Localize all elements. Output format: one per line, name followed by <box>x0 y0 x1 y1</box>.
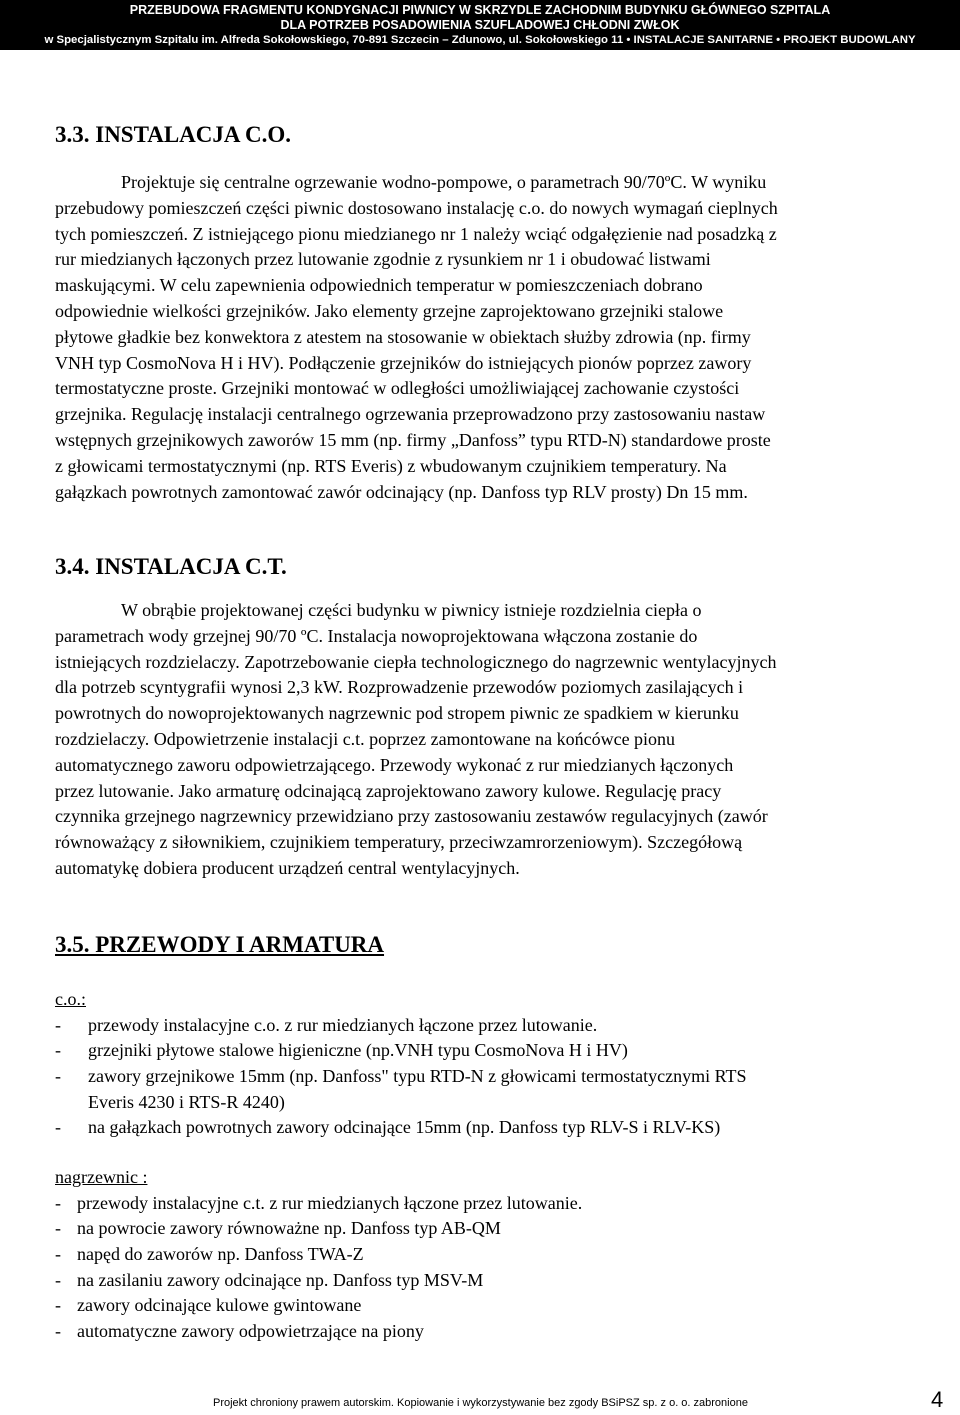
paragraph-line: powrotnych do nowoprojektowanych nagrzewnic pod stropem piwnic ze spadkiem w kierunku <box>55 703 739 724</box>
list-item-text: na powrocie zawory równoważne np. Danfoss typ AB-QM <box>77 1218 501 1239</box>
list-item-text: automatyczne zawory odpowietrzające na piony <box>77 1321 424 1342</box>
list-dash: - <box>55 1117 61 1138</box>
paragraph-line: W obrąbie projektowanej części budynku w piwnicy istnieje rozdzielnia ciepła o <box>121 600 702 620</box>
list-dash: - <box>55 1066 61 1087</box>
list-item-text: Everis 4230 i RTS-R 4240) <box>88 1091 285 1112</box>
list-item-text: na gałązkach powrotnych zawory odcinające 15mm (np. Danfoss typ RLV-S i RLV-KS) <box>88 1117 721 1138</box>
list-item-text: zawory odcinające kulowe gwintowane <box>77 1295 362 1316</box>
paragraph-line: tych pomieszczeń. Z istniejącego pionu miedzianego nr 1 należy wciąć odgałęzienie nad posadzką z <box>55 223 777 244</box>
list-dash: - <box>55 1269 61 1290</box>
page-number: 4 <box>931 1387 944 1412</box>
header-line-1: PRZEBUDOWA FRAGMENTU KONDYGNACJI PIWNICY W SKRZYDLE ZACHODNIM BUDYNKU GŁÓWNEGO SZPITALA <box>129 3 831 17</box>
list-item-text: grzejniki płytowe stalowe higieniczne (np.VNH typu CosmoNova H i HV) <box>88 1040 628 1061</box>
paragraph-line: czynnika grzejnego nagrzewnicy przewidziano przy zastosowaniu zestawów regulacyjnych (zawór <box>55 806 768 827</box>
paragraph-line: automatykę dobiera producent urządzeń central wentylacyjnych. <box>55 857 520 878</box>
paragraph-line: parametrach wody grzejnej 90/70 ºC. Instalacja nowoprojektowana włączona zostanie do <box>55 625 698 646</box>
list-item <box>55 1319 935 1345</box>
section-body-co <box>55 170 930 505</box>
list-item-text: przewody instalacyjne c.o. z rur miedzianych łączone przez lutowanie. <box>88 1014 598 1035</box>
list-item <box>55 1064 935 1090</box>
list-item <box>55 1268 935 1294</box>
paragraph-line: VNH typ CosmoNova H i HV). Podłączenie grzejników do istniejących pionów poprzez zawory <box>55 352 752 373</box>
list-nagrzewnic <box>55 1165 935 1345</box>
paragraph-line: rozdzielaczy. Odpowietrzenie instalacji c.t. poprzez zamontowane na końcówce pionu <box>55 728 676 749</box>
list-item-text: przewody instalacyjne c.t. z rur miedzianych łączone przez lutowanie. <box>77 1192 583 1213</box>
list-dash: - <box>55 1040 61 1061</box>
paragraph-line: z głowicami termostatycznymi (np. RTS Everis) z wbudowanym czujnikiem temperatury. Na <box>55 455 727 476</box>
list-dash: - <box>55 1014 61 1035</box>
paragraph-line: termostatyczne proste. Grzejniki montować w odległości umożliwiającej zachowanie czystości <box>55 378 740 399</box>
paragraph-line: Projektuje się centralne ogrzewanie wodno-pompowe, o parametrach 90/70ºC. W wyniku <box>121 172 767 192</box>
list-item <box>55 1115 935 1141</box>
paragraph-line: wstępnych grzejnikowych zaworów 15 mm (np. firmy „Danfoss” typu RTD-N) standardowe proste <box>55 429 771 450</box>
list-dash: - <box>55 1244 61 1265</box>
paragraph-line: odpowiednie wielkości grzejników. Jako elementy grzejne zaprojektowano grzejniki stalowe <box>55 300 724 321</box>
list-item-text: na zasilaniu zawory odcinające np. Danfoss typ MSV-M <box>77 1269 484 1290</box>
list-item <box>55 1216 935 1242</box>
list-item-text: zawory grzejnikowe 15mm (np. Danfoss" typu RTD-N z głowicami termostatycznymi RTS <box>88 1066 747 1087</box>
list-item-text: napęd do zaworów np. Danfoss TWA-Z <box>77 1244 364 1265</box>
list-label-nagrzewnic: nagrzewnic : <box>55 1167 148 1187</box>
footer-copyright: Projekt chroniony prawem autorskim. Kopiowanie i wykorzystywanie bez zgody BSiPSZ sp. z o. o. zabronione <box>213 1397 748 1409</box>
list-item <box>55 1242 935 1268</box>
paragraph-line: równoważący z siłownikiem, czujnikiem temperatury, przeciwzamrorzeniowym). Szczegółową <box>55 832 743 853</box>
list-item <box>55 1038 935 1064</box>
paragraph-line: przez lutowanie. Jako armaturę odcinającą zaprojektowano zawory kulowe. Regulację pracy <box>55 780 722 801</box>
header-line-2: DLA POTRZEB POSADOWIENIA SZUFLADOWEJ CHŁODNI ZWŁOK <box>280 18 680 32</box>
list-item <box>55 1293 935 1319</box>
section-body-ct <box>55 598 930 882</box>
paragraph-line: grzejnika. Regulację instalacji centralnego ogrzewania przeprowadzono przy zastosowaniu nastaw <box>55 404 766 425</box>
section-heading-ct: 3.4. INSTALACJA C.T. <box>55 554 287 579</box>
list-dash: - <box>55 1295 61 1316</box>
list-label-co: c.o.: <box>55 989 86 1009</box>
list-dash: - <box>55 1218 61 1239</box>
list-co <box>55 987 935 1141</box>
paragraph-line: gałązkach powrotnych zamontować zawór odcinający (np. Danfoss typ RLV prosty) Dn 15 mm. <box>55 481 748 502</box>
paragraph-line: rur miedzianych łączonych przez lutowanie zgodnie z rysunkiem nr 1 i obudować listwami <box>55 249 711 270</box>
section-heading-co: 3.3. INSTALACJA C.O. <box>55 122 291 147</box>
list-dash: - <box>55 1192 61 1213</box>
paragraph-line: dla potrzeb scyntygrafii wynosi 2,3 kW. Rozprowadzenie przewodów poziomych zasilających i <box>55 677 744 698</box>
list-item <box>55 1191 935 1217</box>
paragraph-line: przebudowy pomieszczeń części piwnic dostosowano instalację c.o. do nowych wymagań cieplnych <box>55 197 778 218</box>
section-heading-pipes: 3.5. PRZEWODY I ARMATURA <box>55 932 385 957</box>
paragraph-line: maskującymi. W celu zapewnienia odpowiednich temperatur w pomieszczeniach dobrano <box>55 275 703 296</box>
document-header <box>0 0 960 50</box>
list-item <box>55 1013 935 1039</box>
paragraph-line: istniejących rozdzielaczy. Zapotrzebowanie ciepła technologicznego do nagrzewnic wentylacyjnych <box>55 651 777 672</box>
paragraph-line: automatycznego zaworu odpowietrzającego. Przewody wykonać z rur miedzianych łączonych <box>55 754 734 775</box>
header-line-3: w Specjalistycznym Szpitalu im. Alfreda Sokołowskiego, 70-891 Szczecin – Zdunowo, ul. Sokołowskiego 11 • INSTALACJE SANITARNE • PROJEKT BUDOWLANY <box>44 34 916 46</box>
paragraph-line: płytowe gładkie bez konwektora z atestem na stosowanie w obiektach służby zdrowia (np. firmy <box>55 326 751 347</box>
list-item-continuation <box>55 1090 935 1116</box>
list-dash: - <box>55 1321 61 1342</box>
